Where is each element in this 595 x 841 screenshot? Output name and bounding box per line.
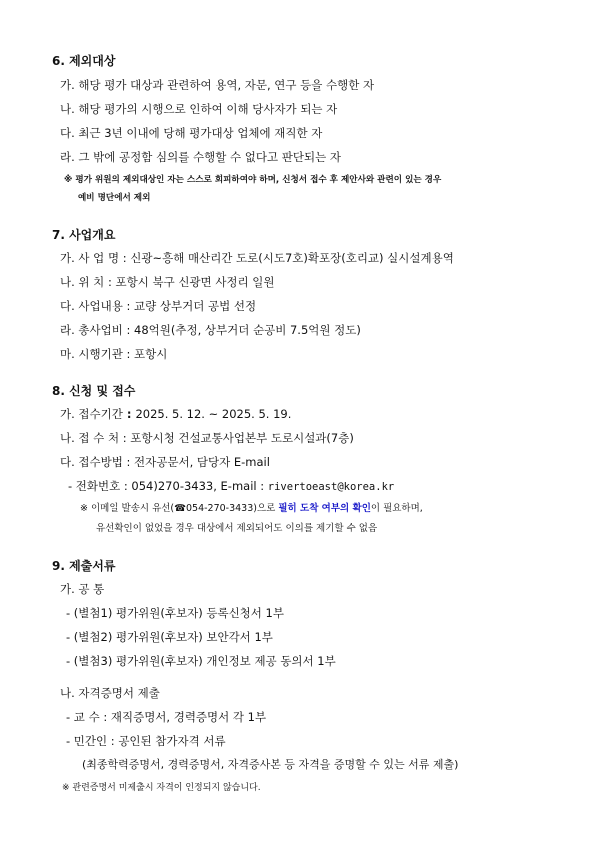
section-6-note: ※ 평가 위원의 제외대상인 자는 스스로 회피하여야 하며, 신청서 접수 후 제안사와 관련이 있는 경우 — [64, 175, 442, 185]
contact-prefix: - 전화번호 : 054)270-3433, E-mail : — [68, 479, 268, 493]
section-8-period — [60, 406, 291, 422]
common-doc-3: - (별첨3) 평가위원(후보자) 개인정보 제공 동의서 1부 — [66, 654, 336, 668]
contact-email[interactable]: rivertoeast@korea.kr — [267, 481, 395, 493]
section-7-item-agency: 마. 시행기관 : 포항시 — [60, 347, 168, 361]
section-6-heading: 6. 제외대상 — [52, 54, 116, 68]
section-8-method: 다. 접수방법 : 전자공문서, 담당자 E-mail — [60, 455, 270, 469]
note-emphasis: 필히 도착 여부의 확인 — [278, 503, 371, 514]
section-6-item-4: 라. 그 밖에 공정함 심의를 수행할 수 없다고 판단되는 자 — [60, 150, 341, 164]
qual-doc-civilian: - 민간인 : 공인된 참가자격 서류 — [66, 734, 226, 748]
note-prefix: ※ 이메일 발송시 유선(☎054-270-3433)으로 — [80, 503, 279, 514]
section-9-qual-label: 나. 자격증명서 제출 — [60, 686, 160, 700]
period-label: 가. 접수기간 — [60, 407, 123, 421]
section-6-item-2: 나. 해당 평가의 시행으로 인하여 이해 당사자가 되는 자 — [60, 102, 338, 116]
note-suffix: 이 필요하며, — [370, 503, 423, 514]
common-doc-2: - (별첨2) 평가위원(후보자) 보안각서 1부 — [66, 630, 273, 644]
section-7-item-content: 다. 사업내용 : 교량 상부거더 공법 선정 — [60, 299, 257, 313]
section-8-note — [80, 501, 423, 517]
section-6-item-3: 다. 최근 3년 이내에 당해 평가대상 업체에 재직한 자 — [60, 126, 323, 140]
section-7-item-name: 가. 사 업 명 : 신광~흥해 매산리간 도로(시도7호)확포장(호리교) 실시설계용역 — [60, 251, 454, 265]
qual-doc-professor: - 교 수 : 재직증명서, 경력증명서 각 1부 — [66, 710, 267, 724]
section-8-note-cont: 유선확인이 없었을 경우 대상에서 제외되어도 이의를 제기할 수 없음 — [96, 523, 378, 534]
section-6-note-cont: 예비 명단에서 제외 — [78, 193, 151, 203]
period-separator: : — [122, 407, 136, 421]
section-6-item-1: 가. 해당 평가 대상과 관련하여 용역, 자문, 연구 등을 수행한 자 — [60, 78, 375, 92]
section-7-item-budget: 라. 총사업비 : 48억원(추정, 상부거더 순공비 7.5억원 정도) — [60, 323, 361, 337]
section-8-contact — [68, 478, 394, 495]
section-8-heading: 8. 신청 및 접수 — [52, 384, 136, 398]
section-9-footnote: ※ 관련증명서 미제출시 자격이 인정되지 않습니다. — [62, 783, 261, 793]
qual-doc-detail: (최종학력증명서, 경력증명서, 자격증사본 등 자격을 증명할 수 있는 서류 제출) — [82, 758, 459, 771]
period-value: 2025. 5. 12. ~ 2025. 5. 19. — [135, 407, 292, 421]
section-7-item-location: 나. 위 치 : 포항시 북구 신광면 사정리 일원 — [60, 275, 275, 289]
section-8-place: 나. 접 수 처 : 포항시청 건설교통사업본부 도로시설과(7층) — [60, 431, 354, 445]
section-9-common-label: 가. 공 통 — [60, 582, 105, 596]
section-7-heading: 7. 사업개요 — [52, 228, 116, 242]
section-9-heading: 9. 제출서류 — [52, 559, 116, 573]
common-doc-1: - (별첨1) 평가위원(후보자) 등록신청서 1부 — [66, 606, 284, 620]
